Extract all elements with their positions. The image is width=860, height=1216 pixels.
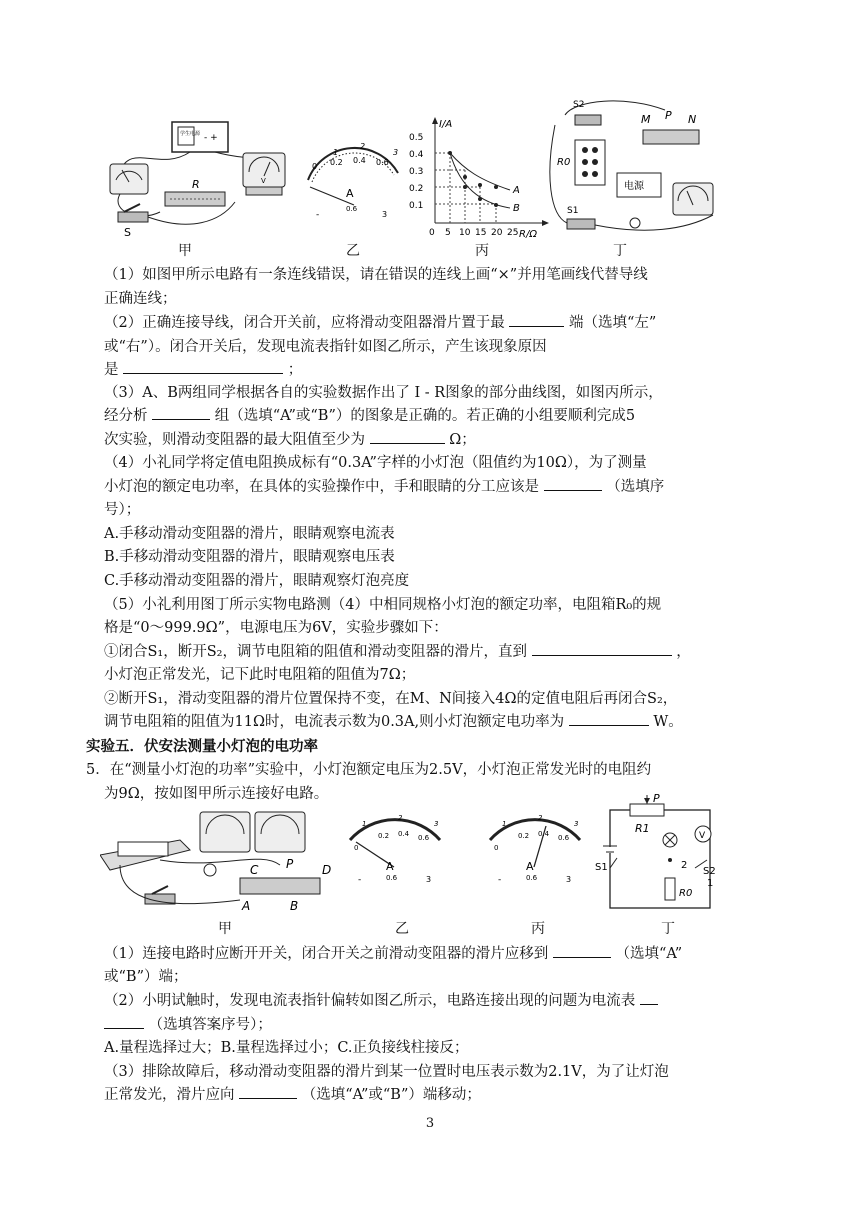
figure-jia-bottom xyxy=(100,810,340,915)
svg-text:3: 3 xyxy=(574,820,579,828)
svg-text:1: 1 xyxy=(333,148,339,157)
svg-text:S1: S1 xyxy=(595,862,608,873)
svg-text:0.1: 0.1 xyxy=(409,201,424,211)
q4-part2-line1: （2）正确连接导线，闭合开关前，应将滑动变阻器滑片置于最 端（选填“左” xyxy=(104,312,784,334)
svg-text:0: 0 xyxy=(494,844,499,852)
q4-part3-line3: 次实验，则滑动变阻器的最大阻值至少为 Ω； xyxy=(104,429,784,451)
answer-blank[interactable] xyxy=(640,990,658,1005)
svg-text:S1: S1 xyxy=(567,206,579,216)
section5-title: 实验五．伏安法测量小灯泡的电功率 xyxy=(86,739,318,755)
figure-ding-bottom-circuit xyxy=(595,790,725,918)
answer-blank[interactable] xyxy=(509,312,564,327)
q4-part5-line1: （5）小礼利用图丁所示实物电路测（4）中相同规格小灯泡的额定功率，电阻箱R₀的规 xyxy=(104,597,662,613)
svg-text:0.6: 0.6 xyxy=(386,874,398,882)
caption-jia-bottom: 甲 xyxy=(218,921,232,937)
svg-text:-: - xyxy=(498,875,502,885)
svg-text:A: A xyxy=(513,185,520,196)
q4-part2-line3: 是 ； xyxy=(104,359,784,381)
q4-part4-line2: 小灯泡的额定电功率，在具体的实验操作中，手和眼睛的分工应该是 （选填序 xyxy=(104,476,784,498)
svg-text:0.5: 0.5 xyxy=(409,133,424,143)
q4-part3-line2: 经分析 组（选填“A”或“B”）的图象是正确的。若正确的小组要顺利完成5 xyxy=(104,405,784,427)
svg-text:3: 3 xyxy=(382,210,388,219)
svg-text:A: A xyxy=(526,860,534,873)
answer-blank[interactable] xyxy=(544,476,602,491)
svg-text:20: 20 xyxy=(491,228,503,238)
q4-option-a: A.手移动滑动变阻器的滑片，眼睛观察电流表 xyxy=(104,526,395,542)
svg-text:电源: 电源 xyxy=(624,181,644,192)
q4-option-b: B.手移动滑动变阻器的滑片，眼睛观察电压表 xyxy=(104,549,395,565)
answer-blank[interactable] xyxy=(532,641,672,656)
answer-blank[interactable] xyxy=(152,405,210,420)
figure-yi-top-ammeter xyxy=(298,135,408,225)
svg-text:S2: S2 xyxy=(703,866,716,877)
svg-text:2: 2 xyxy=(360,142,366,151)
svg-text:S2: S2 xyxy=(573,100,585,110)
svg-text:0.6: 0.6 xyxy=(376,158,389,167)
caption-ding-top: 丁 xyxy=(613,243,627,259)
answer-blank[interactable] xyxy=(104,1014,144,1029)
svg-text:P: P xyxy=(665,109,672,122)
q5-intro-line1: 5．在“测量小灯泡的功率”实验中，小灯泡额定电压为2.5V，小灯泡正常发光时的电阻约 xyxy=(86,762,652,778)
svg-text:5: 5 xyxy=(445,228,451,238)
q4-part5-line2: 格是“0～999.9Ω”，电源电压为6V，实验步骤如下： xyxy=(104,620,448,636)
svg-text:B: B xyxy=(513,203,520,214)
svg-text:0.4: 0.4 xyxy=(538,830,550,838)
svg-text:0.4: 0.4 xyxy=(409,150,424,160)
svg-text:3: 3 xyxy=(393,148,399,157)
svg-text:0.6: 0.6 xyxy=(418,834,430,842)
svg-text:N: N xyxy=(688,113,697,126)
svg-text:B: B xyxy=(290,899,299,913)
svg-text:R0: R0 xyxy=(557,157,571,168)
q4-step2-line2: 调节电阻箱的阻值为11Ω时，电流表示数为0.3A,则小灯泡额定电功率为 W。 xyxy=(104,711,784,733)
svg-text:I/A: I/A xyxy=(439,119,453,130)
q4-part1: （1）如图甲所示电路有一条连线错误，请在错误的连线上画“×”并用笔画线代替导线 xyxy=(104,267,648,283)
answer-blank[interactable] xyxy=(239,1084,297,1099)
svg-text:2: 2 xyxy=(681,860,688,871)
caption-yi-bottom: 乙 xyxy=(395,921,409,937)
q4-part1-cont: 正确连线； xyxy=(104,291,177,307)
svg-text:S: S xyxy=(124,226,131,239)
q5-part3-line1: （3）排除故障后，移动滑动变阻器的滑片到某一位置时电压表示数为2.1V，为了让灯泡 xyxy=(104,1064,669,1080)
q5-part2-line1: （2）小明试触时，发现电流表指针偏转如图乙所示，电路连接出现的问题为电流表 xyxy=(104,990,784,1012)
caption-jia-top: 甲 xyxy=(178,243,192,259)
q5-part1-line1: （1）连接电路时应断开开关，闭合开关之前滑动变阻器的滑片应移到 （选填“A” xyxy=(104,943,784,965)
figure-jia-top xyxy=(100,112,250,242)
svg-text:3: 3 xyxy=(434,820,439,828)
q5-intro-line2: 为9Ω，按如图甲所示连接好电路。 xyxy=(104,786,329,802)
svg-text:D: D xyxy=(322,863,332,877)
svg-text:0.4: 0.4 xyxy=(353,156,366,165)
svg-text:0.2: 0.2 xyxy=(409,184,424,194)
answer-blank[interactable] xyxy=(370,429,445,444)
svg-text:A: A xyxy=(242,899,251,913)
svg-text:P: P xyxy=(286,857,294,871)
svg-text:R0: R0 xyxy=(679,888,693,899)
svg-text:0.2: 0.2 xyxy=(518,832,530,840)
svg-text:-: - xyxy=(316,210,320,220)
q5-part3-line2: 正常发光，滑片应向 （选填“A”或“B”）端移动； xyxy=(104,1084,784,1106)
svg-text:A: A xyxy=(346,187,354,200)
svg-text:A: A xyxy=(386,860,394,873)
svg-text:M: M xyxy=(641,113,651,126)
svg-text:25: 25 xyxy=(507,228,519,238)
svg-text:2: 2 xyxy=(398,814,403,822)
svg-text:V: V xyxy=(261,177,266,185)
caption-ding-bottom: 丁 xyxy=(661,921,675,937)
q4-part4-line1: （4）小礼同学将定值电阻换成标有“0.3A”字样的小灯泡（阻值约为10Ω），为了测量 xyxy=(104,455,647,471)
answer-blank[interactable] xyxy=(123,359,283,374)
svg-text:0.6: 0.6 xyxy=(346,205,358,213)
svg-text:15: 15 xyxy=(475,228,487,238)
svg-text:R/Ω: R/Ω xyxy=(519,229,537,240)
q4-step2-line1: ②断开S₁，滑动变阻器的滑片位置保持不变，在M、N间接入4Ω的定值电阻后再闭合S₂， xyxy=(104,691,678,707)
svg-text:10: 10 xyxy=(459,228,471,238)
q4-option-c: C.手移动滑动变阻器的滑片，眼睛观察灯泡亮度 xyxy=(104,573,410,589)
caption-bing-bottom: 丙 xyxy=(531,921,545,937)
svg-text:3: 3 xyxy=(566,875,572,884)
svg-text:1: 1 xyxy=(707,878,714,889)
figure-bing-bottom-ammeter xyxy=(480,812,590,902)
svg-text:R1: R1 xyxy=(635,822,650,835)
q4-part3-line1: （3）A、B两组同学根据各自的实验数据作出了 I - R图象的部分曲线图，如图丙所示， xyxy=(104,385,663,401)
caption-bing-top: 丙 xyxy=(475,243,489,259)
q4-step1-line2: 小灯泡正常发光，记下此时电阻箱的阻值为7Ω； xyxy=(104,667,416,683)
page-number: 3 xyxy=(425,1116,435,1131)
svg-text:0: 0 xyxy=(312,162,318,171)
svg-text:-: - xyxy=(358,875,362,885)
svg-text:V: V xyxy=(699,831,706,841)
q4-part2-line2: 或“右”）。闭合开关后，发现电流表指针如图乙所示，产生该现象原因 xyxy=(104,339,547,355)
figure-yi-bottom-ammeter xyxy=(340,812,450,902)
svg-text:0.6: 0.6 xyxy=(558,834,570,842)
svg-text:学生电源: 学生电源 xyxy=(180,131,201,137)
answer-blank[interactable] xyxy=(569,711,649,726)
q5-options: A.量程选择过大；B.量程选择过小；C.正负接线柱接反； xyxy=(104,1040,469,1056)
q5-part1-line2: 或“B”）端； xyxy=(104,969,188,985)
svg-text:0.2: 0.2 xyxy=(330,158,343,167)
q4-step1-line1: ①闭合S₁，断开S₂，调节电阻箱的阻值和滑动变阻器的滑片，直到 ， xyxy=(104,641,784,663)
figure-jia-top-right-meter xyxy=(240,150,290,210)
svg-text:1: 1 xyxy=(362,820,367,828)
q5-part2-line2: （选填答案序号）； xyxy=(104,1014,784,1036)
caption-yi-top: 乙 xyxy=(346,243,360,259)
svg-text:C: C xyxy=(250,863,259,877)
svg-text:3: 3 xyxy=(426,875,432,884)
answer-blank[interactable] xyxy=(553,943,611,958)
svg-text:0: 0 xyxy=(429,228,435,238)
svg-text:0: 0 xyxy=(354,844,359,852)
svg-text:2: 2 xyxy=(538,814,543,822)
q4-part4-line3: 号）； xyxy=(104,502,141,518)
svg-text:0.4: 0.4 xyxy=(398,830,410,838)
svg-text:P: P xyxy=(653,792,660,805)
svg-text:0.3: 0.3 xyxy=(409,167,424,177)
figure-ding-top xyxy=(545,95,720,240)
svg-text:0.6: 0.6 xyxy=(526,874,538,882)
svg-text:R: R xyxy=(192,178,200,191)
figure-bing-chart xyxy=(405,115,550,240)
svg-text:- +: - + xyxy=(204,133,218,143)
svg-text:1: 1 xyxy=(502,820,507,828)
svg-text:0.2: 0.2 xyxy=(378,832,390,840)
